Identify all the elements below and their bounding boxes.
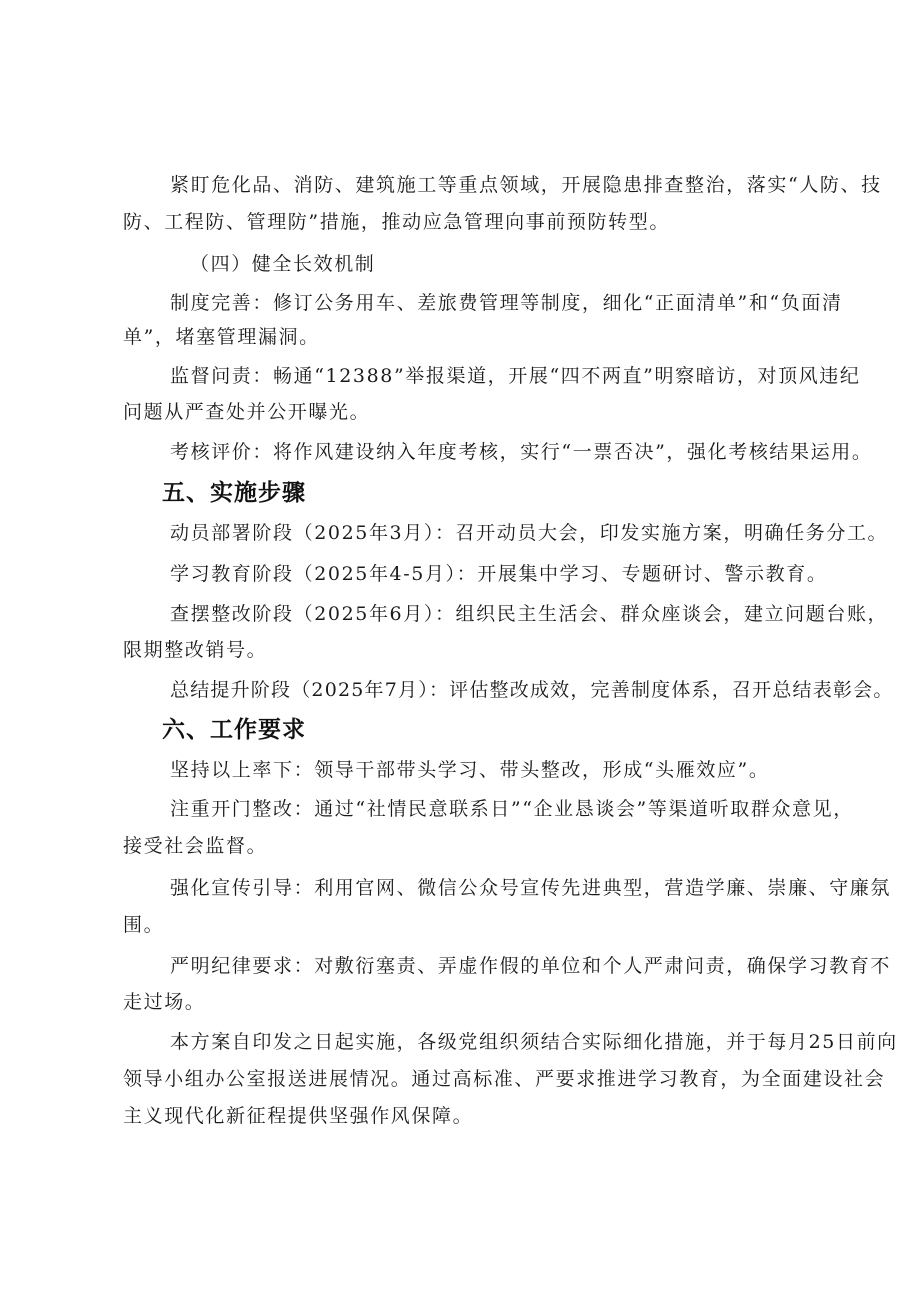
- paragraph-line: 监督问责：畅通“12388”举报渠道，开展“四不两直”明察暗访，对顶风违纪: [170, 365, 861, 387]
- paragraph-line: 接受社会监督。: [123, 835, 268, 857]
- paragraph-line: 学习教育阶段（2025年4-5月）：开展集中学习、专题研讨、警示教育。: [170, 563, 828, 585]
- paragraph-line: 总结提升阶段（2025年7月）：评估整改成效，完善制度体系，召开总结表彰会。: [170, 679, 894, 701]
- section-heading: 五、实施步骤: [162, 480, 306, 506]
- paragraph-line: 紧盯危化品、消防、建筑施工等重点领域，开展隐患排查整治，落实“人防、技: [170, 174, 882, 196]
- paragraph-line: 单”，堵塞管理漏洞。: [123, 326, 320, 348]
- paragraph-line: 动员部署阶段（2025年3月）：召开动员大会，印发实施方案，明确任务分工。: [170, 522, 889, 544]
- paragraph-line: 领导小组办公室报送进展情况。通过高标准、严要求推进学习教育，为全面建设社会: [123, 1068, 886, 1090]
- subheading: （四）健全长效机制: [190, 253, 376, 275]
- section-heading: 六、工作要求: [162, 717, 306, 743]
- paragraph-line: 本方案自印发之日起实施，各级党组织须结合实际细化措施，并于每月25日前向: [170, 1031, 898, 1053]
- paragraph-line: 围。: [123, 914, 165, 936]
- paragraph-line: 注重开门整改：通过“社情民意联系日”“企业恳谈会”等渠道听取群众意见，: [170, 798, 854, 820]
- paragraph-line: 坚持以上率下：领导干部带头学习、带头整改，形成“头雁效应”。: [170, 759, 770, 781]
- paragraph-line: 考核评价：将作风建设纳入年度考核，实行“一票否决”，强化考核结果运用。: [170, 441, 873, 463]
- paragraph-line: 防、工程防、管理防”措施，推动应急管理向事前预防转型。: [123, 211, 670, 233]
- paragraph-line: 主义现代化新征程提供坚强作风保障。: [123, 1105, 474, 1127]
- paragraph-line: 限期整改销号。: [123, 639, 268, 661]
- paragraph-line: 严明纪律要求：对敷衍塞责、弄虚作假的单位和个人严肃问责，确保学习教育不: [170, 955, 892, 977]
- paragraph-line: 强化宣传引导：利用官网、微信公众号宣传先进典型，营造学廉、崇廉、守廉氛: [170, 877, 892, 899]
- paragraph-line: 制度完善：修订公务用车、差旅费管理等制度，细化“正面清单”和“负面清: [170, 292, 843, 314]
- paragraph-line: 问题从严查处并公开曝光。: [123, 401, 371, 423]
- paragraph-line: 走过场。: [123, 991, 206, 1013]
- paragraph-line: 查摆整改阶段（2025年6月）：组织民主生活会、群众座谈会，建立问题台账，: [170, 603, 889, 625]
